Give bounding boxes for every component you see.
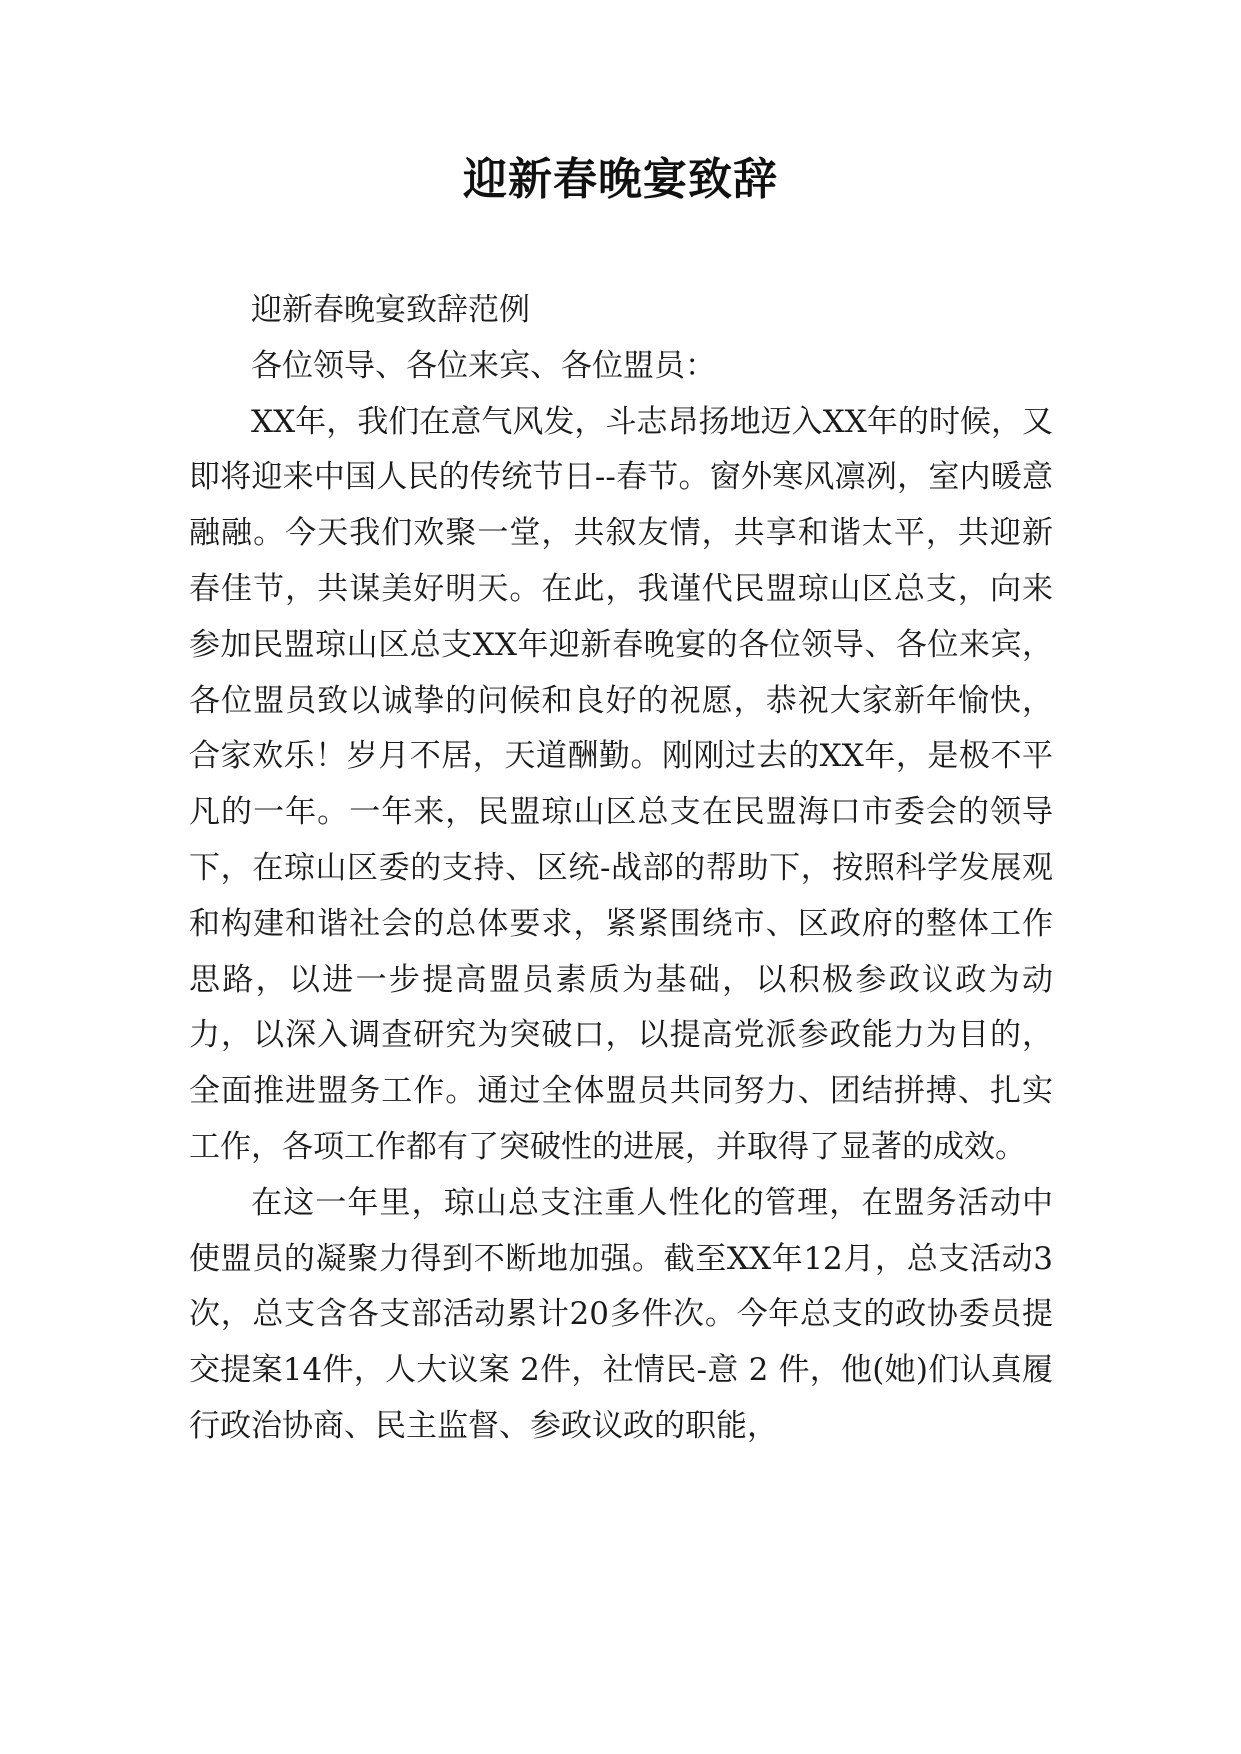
paragraph-salutation: 各位领导、各位来宾、各位盟员： (251, 347, 716, 384)
paragraph-subtitle: 迎新春晚宴致辞范例 (251, 292, 530, 328)
document-body (189, 283, 1053, 1455)
paragraph-body-2: 在这一年里，琼山总支注重人性化的管理，在盟务活动中使盟员的凝聚力得到不断地加强。截至XX年12月，总支活动3次，总支含各支部活动累计20多件次。今年总支的政协委员提交提案14件，人大议案 2件，社情民-意 2 件，他(她)们认真履行政治协商、民主监督、参政议政的职能， (189, 1184, 1053, 1444)
document-title: 迎新春晚宴致辞 (463, 154, 778, 205)
paragraph-body-1: XX年，我们在意气风发，斗志昂扬地迈入XX年的时候，又即将迎来中国人民的传统节日--春节。窗外寒风凛冽，室内暖意融融。今天我们欢聚一堂，共叙友情，共享和谐太平，共迎新春佳节，共谋美好明天。在此，我谨代民盟琼山区总支，向来参加民盟琼山区总支XX年迎新春晚宴的各位领导、各位来宾，各位盟员致以诚挚的问候和良好的祝愿，恭祝大家新年愉快，合家欢乐！岁月不居，天道酬勤。刚刚过去的XX年，是极不平凡的一年。一年来，民盟琼山区总支在民盟海口市委会的领导下，在琼山区委的支持、区统-战部的帮助下，按照科学发展观和构建和谐社会的总体要求，紧紧围绕市、区政府的整体工作思路，以进一步提高盟员素质为基础，以积极参政议政为动力，以深入调查研究为突破口，以提高党派参政能力为目的，全面推进盟务工作。通过全体盟员共同努力、团结拼搏、扎实工作，各项工作都有了突破性的进展，并取得了显著的成效。 (189, 403, 1053, 1165)
